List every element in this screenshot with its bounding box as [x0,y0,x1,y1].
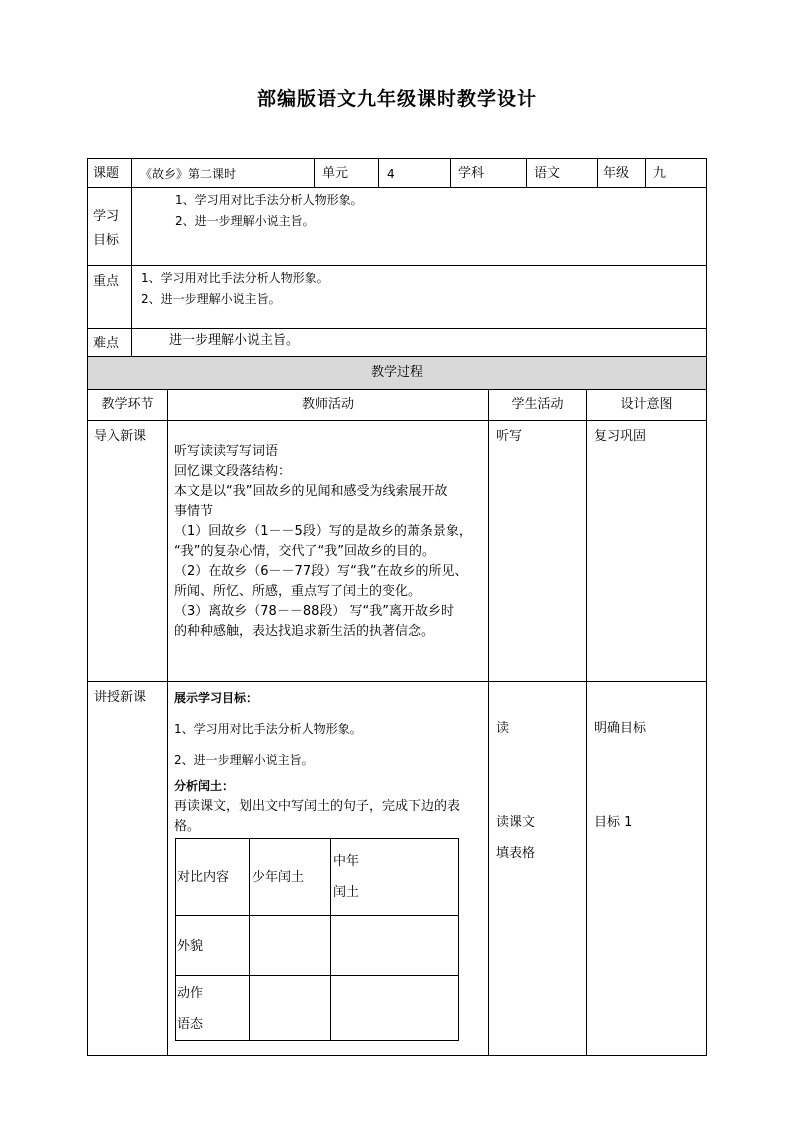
table-line [526,158,527,187]
inner-table-line [249,838,250,1041]
col-teacher: 教师活动 [301,397,354,412]
intro-teacher-line: 事情节 [174,504,214,519]
topic-value: 《故乡》第二课时 [140,167,237,181]
table-line [450,158,451,187]
unit-value: 4 [387,167,395,181]
table-line [706,158,707,1056]
intro-teacher-line: 听写读读写写词语 [174,444,279,459]
subject-value: 语文 [534,166,561,181]
inner-row-action-line1: 动作 [177,986,204,1001]
intro-stage: 导入新课 [94,429,147,444]
intro-teacher-activity [174,442,472,642]
intro-teacher-line: 的种种感触，表达找追求新生活的执著信念。 [174,624,435,639]
inner-head-young: 少年闰土 [252,870,305,885]
inner-row-action-line2: 语态 [177,1017,204,1032]
table-line [488,389,489,1056]
col-intent: 设计意图 [620,397,673,412]
table-line [314,158,315,187]
difficulty-label: 难点 [93,336,120,351]
page-title: 部编版语文九年级课时教学设计 [256,88,537,110]
intro-teacher-line: “我”的复杂心情，交代了“我”回故乡的目的。 [174,544,435,559]
intro-student: 听写 [496,429,523,444]
student-read: 读 [496,721,510,736]
inner-table-line [330,838,331,1041]
grade-label: 年级 [603,166,630,181]
intent-goal1: 目标 1 [594,815,633,830]
objective-item: 2、进一步理解小说主旨。 [175,214,315,228]
objectives-label-line2: 目标 [93,233,120,248]
process-header: 教学过程 [370,365,423,380]
col-stage: 教学环节 [101,397,154,412]
table-line [378,158,379,187]
inner-row-appearance: 外貌 [177,939,204,954]
table-line [87,420,707,421]
show-goals: 展示学习目标： [174,691,259,705]
table-line [586,389,587,1056]
table-line [87,187,707,188]
grade-value: 九 [653,166,667,181]
intro-teacher-line: （1）回故乡（1－－5段）写的是故乡的萧条景象， [174,524,472,539]
unit-label: 单元 [322,166,349,181]
table-line [131,158,132,187]
table-line [87,265,707,266]
goal-item: 1、学习用对比手法分析人物形象。 [174,722,362,736]
analyze-heading: 分析闰土： [174,779,235,793]
inner-table-line [175,838,459,839]
table-line [167,389,168,1056]
inner-table-line [175,838,176,1041]
student-read-text: 读课文 [496,815,536,830]
new-lesson-stage: 讲授新课 [94,690,147,705]
subject-label: 学科 [458,166,485,181]
table-line [645,158,646,187]
key-point-item: 2、进一步理解小说主旨。 [141,292,281,306]
inner-table-line [458,838,459,1041]
objectives-label-line1: 学习 [93,209,120,224]
objective-item: 1、学习用对比手法分析人物形象。 [175,193,363,207]
col-student: 学生活动 [511,397,564,412]
key-points-label: 重点 [93,274,120,289]
inner-table-line [175,1040,459,1041]
table-line [87,389,707,390]
intro-teacher-line: （2）在故乡（6－－77段）写“我”在故乡的所见、 [174,564,468,579]
topic-label: 课题 [93,166,120,181]
goal-item: 2、进一步理解小说主旨。 [174,753,314,767]
inner-table-line [175,915,459,916]
intro-teacher-line: 所闻、所忆、所感，重点写了闰土的变化。 [174,584,422,599]
instruction-line: 再读课文，划出文中写闰土的句子，完成下边的表 [174,799,461,814]
table-line [131,187,132,356]
instruction-line: 格。 [174,819,201,834]
difficulty-value: 进一步理解小说主旨。 [169,333,300,348]
table-line [87,328,707,329]
table-line [597,158,598,187]
intro-teacher-line: 回忆课文段落结构： [174,464,292,479]
table-line [87,158,88,1056]
inner-head-content: 对比内容 [177,870,230,885]
inner-head-middle-line2: 闰土 [333,885,360,900]
table-line [87,1055,707,1056]
intent-clear: 明确目标 [594,721,647,736]
table-line [87,158,707,159]
inner-table-line [175,975,459,976]
intro-intent: 复习巩固 [594,429,647,444]
student-fill: 填表格 [496,846,536,861]
key-point-item: 1、学习用对比手法分析人物形象。 [141,271,329,285]
inner-head-middle-line1: 中年 [333,854,360,869]
intro-teacher-line: （3）离故乡（78－－88段） 写“我”离开故乡时 [174,604,454,619]
intro-teacher-line: 本文是以“我”回故乡的见闻和感受为线索展开故 [174,484,448,499]
table-line [87,681,707,682]
